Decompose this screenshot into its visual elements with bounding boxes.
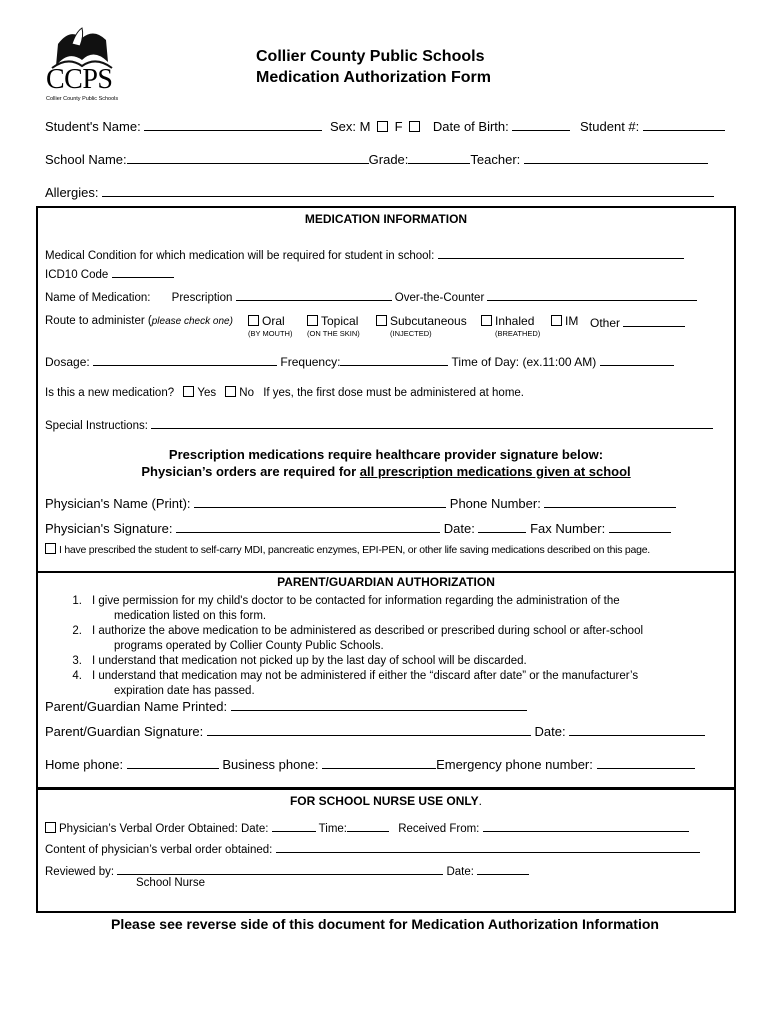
inhaled-sub: (BREATHED) bbox=[495, 329, 541, 338]
student-number-field[interactable] bbox=[643, 118, 725, 131]
otc-label: Over-the-Counter bbox=[394, 292, 485, 304]
authorization-list bbox=[60, 594, 643, 699]
school-name-field[interactable] bbox=[127, 151, 369, 164]
other-field[interactable] bbox=[623, 314, 685, 327]
business-phone-field[interactable] bbox=[322, 756, 436, 769]
self-carry-text: I have prescribed the student to self-carry MDI, pancreatic enzymes, EPI-PEN, or other life saving medications described on this page. bbox=[59, 544, 650, 556]
medication-heading: MEDICATION INFORMATION bbox=[304, 212, 468, 226]
new-med-note: If yes, the first dose must be administered at home. bbox=[263, 387, 524, 399]
oral-sub: (BY MOUTH) bbox=[248, 329, 293, 338]
received-from-field[interactable] bbox=[483, 819, 689, 832]
route-im[interactable] bbox=[551, 314, 578, 328]
im-checkbox[interactable] bbox=[551, 315, 562, 326]
oral-label: Oral bbox=[262, 314, 285, 328]
route-label-italic: please check one) bbox=[151, 316, 233, 327]
inhaled-checkbox[interactable] bbox=[481, 315, 492, 326]
allergies-label: Allergies: bbox=[45, 185, 99, 200]
otc-field[interactable] bbox=[487, 288, 697, 301]
list-text: I understand that medication may not be administered if either the “discard after date” or the manufacturer’s bbox=[92, 670, 639, 682]
dob-label: Date of Birth: bbox=[432, 119, 509, 134]
grade-label: Grade: bbox=[368, 152, 409, 167]
route-topical[interactable] bbox=[307, 314, 360, 338]
new-med-no-label: No bbox=[239, 387, 254, 399]
list-item-continuation: medication listed on this form. bbox=[114, 610, 267, 622]
reviewed-row bbox=[45, 862, 529, 878]
special-row bbox=[45, 416, 713, 432]
phone-label: Phone Number: bbox=[449, 496, 541, 511]
oral-checkbox[interactable] bbox=[248, 315, 259, 326]
inhaled-label: Inhaled bbox=[495, 314, 535, 328]
business-phone-label: Business phone: bbox=[222, 757, 319, 772]
rx-note-2 bbox=[38, 464, 734, 479]
physician-signature-label: Physician's Signature: bbox=[45, 521, 173, 536]
content-row bbox=[45, 840, 700, 856]
grade-field[interactable] bbox=[408, 151, 470, 164]
list-item bbox=[60, 624, 643, 639]
prescription-field[interactable] bbox=[236, 288, 392, 301]
emergency-phone-field[interactable] bbox=[597, 756, 695, 769]
reviewed-by-label: Reviewed by: bbox=[45, 866, 115, 878]
list-item bbox=[60, 654, 643, 669]
parent-date-field[interactable] bbox=[569, 723, 705, 736]
icd-field[interactable] bbox=[112, 265, 174, 278]
condition-row bbox=[45, 246, 684, 262]
list-number: 1. bbox=[72, 595, 82, 607]
route-other bbox=[590, 314, 685, 330]
allergies-field[interactable] bbox=[102, 184, 714, 197]
new-med-yes-label: Yes bbox=[197, 387, 217, 399]
sex-f-label: F bbox=[394, 119, 403, 134]
nurse-heading bbox=[38, 794, 734, 808]
parent-heading: PARENT/GUARDIAN AUTHORIZATION bbox=[277, 575, 495, 589]
home-phone-field[interactable] bbox=[127, 756, 219, 769]
physician-signature-field[interactable] bbox=[176, 520, 440, 533]
rx-note-1: Prescription medications require healthcare provider signature below: bbox=[168, 447, 604, 462]
physician-name-row bbox=[45, 495, 676, 511]
list-text: I authorize the above medication to be administered as described or prescribed during school or after-school bbox=[92, 625, 644, 637]
subcutaneous-label: Subcutaneous bbox=[390, 314, 467, 328]
list-item bbox=[60, 594, 643, 609]
condition-field[interactable] bbox=[438, 246, 684, 259]
physician-name-label: Physician's Name (Print): bbox=[45, 496, 191, 511]
prescription-label: Prescription bbox=[171, 292, 233, 304]
parent-signature-label: Parent/Guardian Signature: bbox=[45, 724, 204, 739]
verbal-order-row bbox=[45, 819, 689, 835]
physician-date-label: Date: bbox=[443, 521, 475, 536]
dob-field[interactable] bbox=[512, 118, 570, 131]
sex-m-checkbox[interactable] bbox=[377, 121, 388, 132]
special-field[interactable] bbox=[151, 416, 713, 429]
parent-name-row bbox=[45, 698, 527, 714]
new-med-yes-checkbox[interactable] bbox=[183, 386, 194, 397]
dosage-field[interactable] bbox=[93, 353, 277, 366]
student-row bbox=[45, 118, 725, 134]
verbal-order-time-field[interactable] bbox=[347, 819, 389, 832]
route-label bbox=[45, 315, 233, 327]
list-text: I understand that medication not picked up by the last day of school will be discarded. bbox=[92, 655, 527, 667]
med-name-row bbox=[45, 288, 697, 304]
parent-name-label: Parent/Guardian Name Printed: bbox=[45, 699, 228, 714]
icd-label: ICD10 Code bbox=[45, 269, 109, 281]
emergency-phone-label: Emergency phone number: bbox=[436, 757, 593, 772]
route-label-text: Route to administer ( bbox=[45, 315, 152, 327]
form-title-line2: Medication Authorization Form bbox=[256, 69, 491, 86]
school-nurse-caption: School Nurse bbox=[136, 877, 206, 889]
topical-sub: (ON THE SKIN) bbox=[307, 329, 360, 338]
list-item-continuation: expiration date has passed. bbox=[114, 685, 255, 697]
physician-date-field[interactable] bbox=[478, 520, 526, 533]
list-text: I give permission for my child's doctor to be contacted for information regarding the administration of the bbox=[92, 595, 620, 607]
nurse-heading-text: FOR SCHOOL NURSE USE ONLY bbox=[289, 794, 479, 808]
list-number: 4. bbox=[72, 670, 82, 682]
student-name-label: Student's Name: bbox=[45, 119, 141, 134]
special-label: Special Instructions: bbox=[45, 420, 148, 432]
parent-signature-row bbox=[45, 723, 705, 739]
med-name-label: Name of Medication: bbox=[45, 292, 151, 304]
student-number-label: Student #: bbox=[580, 119, 640, 134]
condition-label: Medical Condition for which medication will be required for student in school: bbox=[45, 250, 435, 262]
reviewed-date-field[interactable] bbox=[477, 862, 529, 875]
frequency-label: Frequency: bbox=[280, 355, 341, 369]
route-inhaled[interactable] bbox=[481, 314, 541, 338]
physician-signature-row bbox=[45, 520, 671, 536]
dosage-label: Dosage: bbox=[45, 355, 90, 369]
content-label: Content of physician’s verbal order obtained: bbox=[45, 844, 273, 856]
verbal-order-date-field[interactable] bbox=[272, 819, 316, 832]
time-of-day-field[interactable] bbox=[600, 353, 674, 366]
rx-note-2-text: Physician’s orders are required for bbox=[141, 464, 360, 479]
teacher-field[interactable] bbox=[524, 151, 708, 164]
content-field[interactable] bbox=[276, 840, 700, 853]
rx-note-2-underlined: all prescription medications given at school bbox=[359, 464, 631, 479]
icd-row bbox=[45, 265, 174, 281]
self-carry-checkbox[interactable] bbox=[45, 543, 56, 554]
new-med-row bbox=[45, 386, 524, 399]
school-name-label: School Name: bbox=[45, 152, 127, 167]
verbal-order-label: Physician’s Verbal Order Obtained: Date: bbox=[59, 823, 269, 835]
self-carry-row bbox=[45, 543, 650, 556]
school-row bbox=[45, 151, 708, 167]
list-item bbox=[60, 669, 643, 684]
parent-date-label: Date: bbox=[534, 724, 566, 739]
footer-note: Please see reverse side of this document for Medication Authorization Information bbox=[111, 916, 659, 932]
parent-signature-field[interactable] bbox=[207, 723, 531, 736]
reviewed-by-field[interactable] bbox=[117, 862, 443, 875]
received-from-label: Received From: bbox=[398, 823, 480, 835]
form-title-line1: Collier County Public Schools bbox=[256, 48, 485, 65]
new-med-label: Is this a new medication? bbox=[45, 387, 175, 399]
teacher-label: Teacher: bbox=[470, 152, 521, 167]
subcutaneous-checkbox[interactable] bbox=[376, 315, 387, 326]
sex-label: Sex: M bbox=[329, 119, 371, 134]
list-number: 3. bbox=[72, 655, 82, 667]
ccps-logo bbox=[42, 26, 122, 106]
sex-f-checkbox[interactable] bbox=[409, 121, 420, 132]
verbal-order-time-label: Time: bbox=[318, 823, 347, 835]
fax-field[interactable] bbox=[609, 520, 671, 533]
verbal-order-checkbox[interactable] bbox=[45, 822, 56, 833]
subcutaneous-sub: (INJECTED) bbox=[390, 329, 432, 338]
allergies-row bbox=[45, 184, 714, 200]
time-of-day-label: Time of Day: (ex.11:00 AM) bbox=[451, 355, 597, 369]
other-label: Other bbox=[590, 316, 621, 330]
physician-name-field[interactable] bbox=[194, 495, 446, 508]
route-oral[interactable] bbox=[248, 314, 293, 338]
reviewed-date-label: Date: bbox=[446, 866, 474, 878]
home-phone-label: Home phone: bbox=[45, 757, 124, 772]
student-name-field[interactable] bbox=[144, 118, 322, 131]
dosage-row bbox=[45, 353, 674, 369]
phone-row bbox=[45, 756, 695, 772]
topical-checkbox[interactable] bbox=[307, 315, 318, 326]
phone-field[interactable] bbox=[544, 495, 676, 508]
frequency-field[interactable] bbox=[340, 353, 448, 366]
parent-name-field[interactable] bbox=[231, 698, 527, 711]
fax-label: Fax Number: bbox=[530, 521, 606, 536]
list-item-continuation: programs operated by Collier County Public Schools. bbox=[114, 640, 384, 652]
topical-label: Topical bbox=[321, 314, 359, 328]
route-subcutaneous[interactable] bbox=[376, 314, 467, 338]
nurse-heading-period: . bbox=[478, 794, 483, 808]
new-med-no-checkbox[interactable] bbox=[225, 386, 236, 397]
logo-subtext: Collier County Public Schools bbox=[46, 96, 119, 102]
im-label: IM bbox=[565, 314, 579, 328]
logo-text: CCPS bbox=[46, 64, 113, 95]
list-number: 2. bbox=[72, 625, 82, 637]
